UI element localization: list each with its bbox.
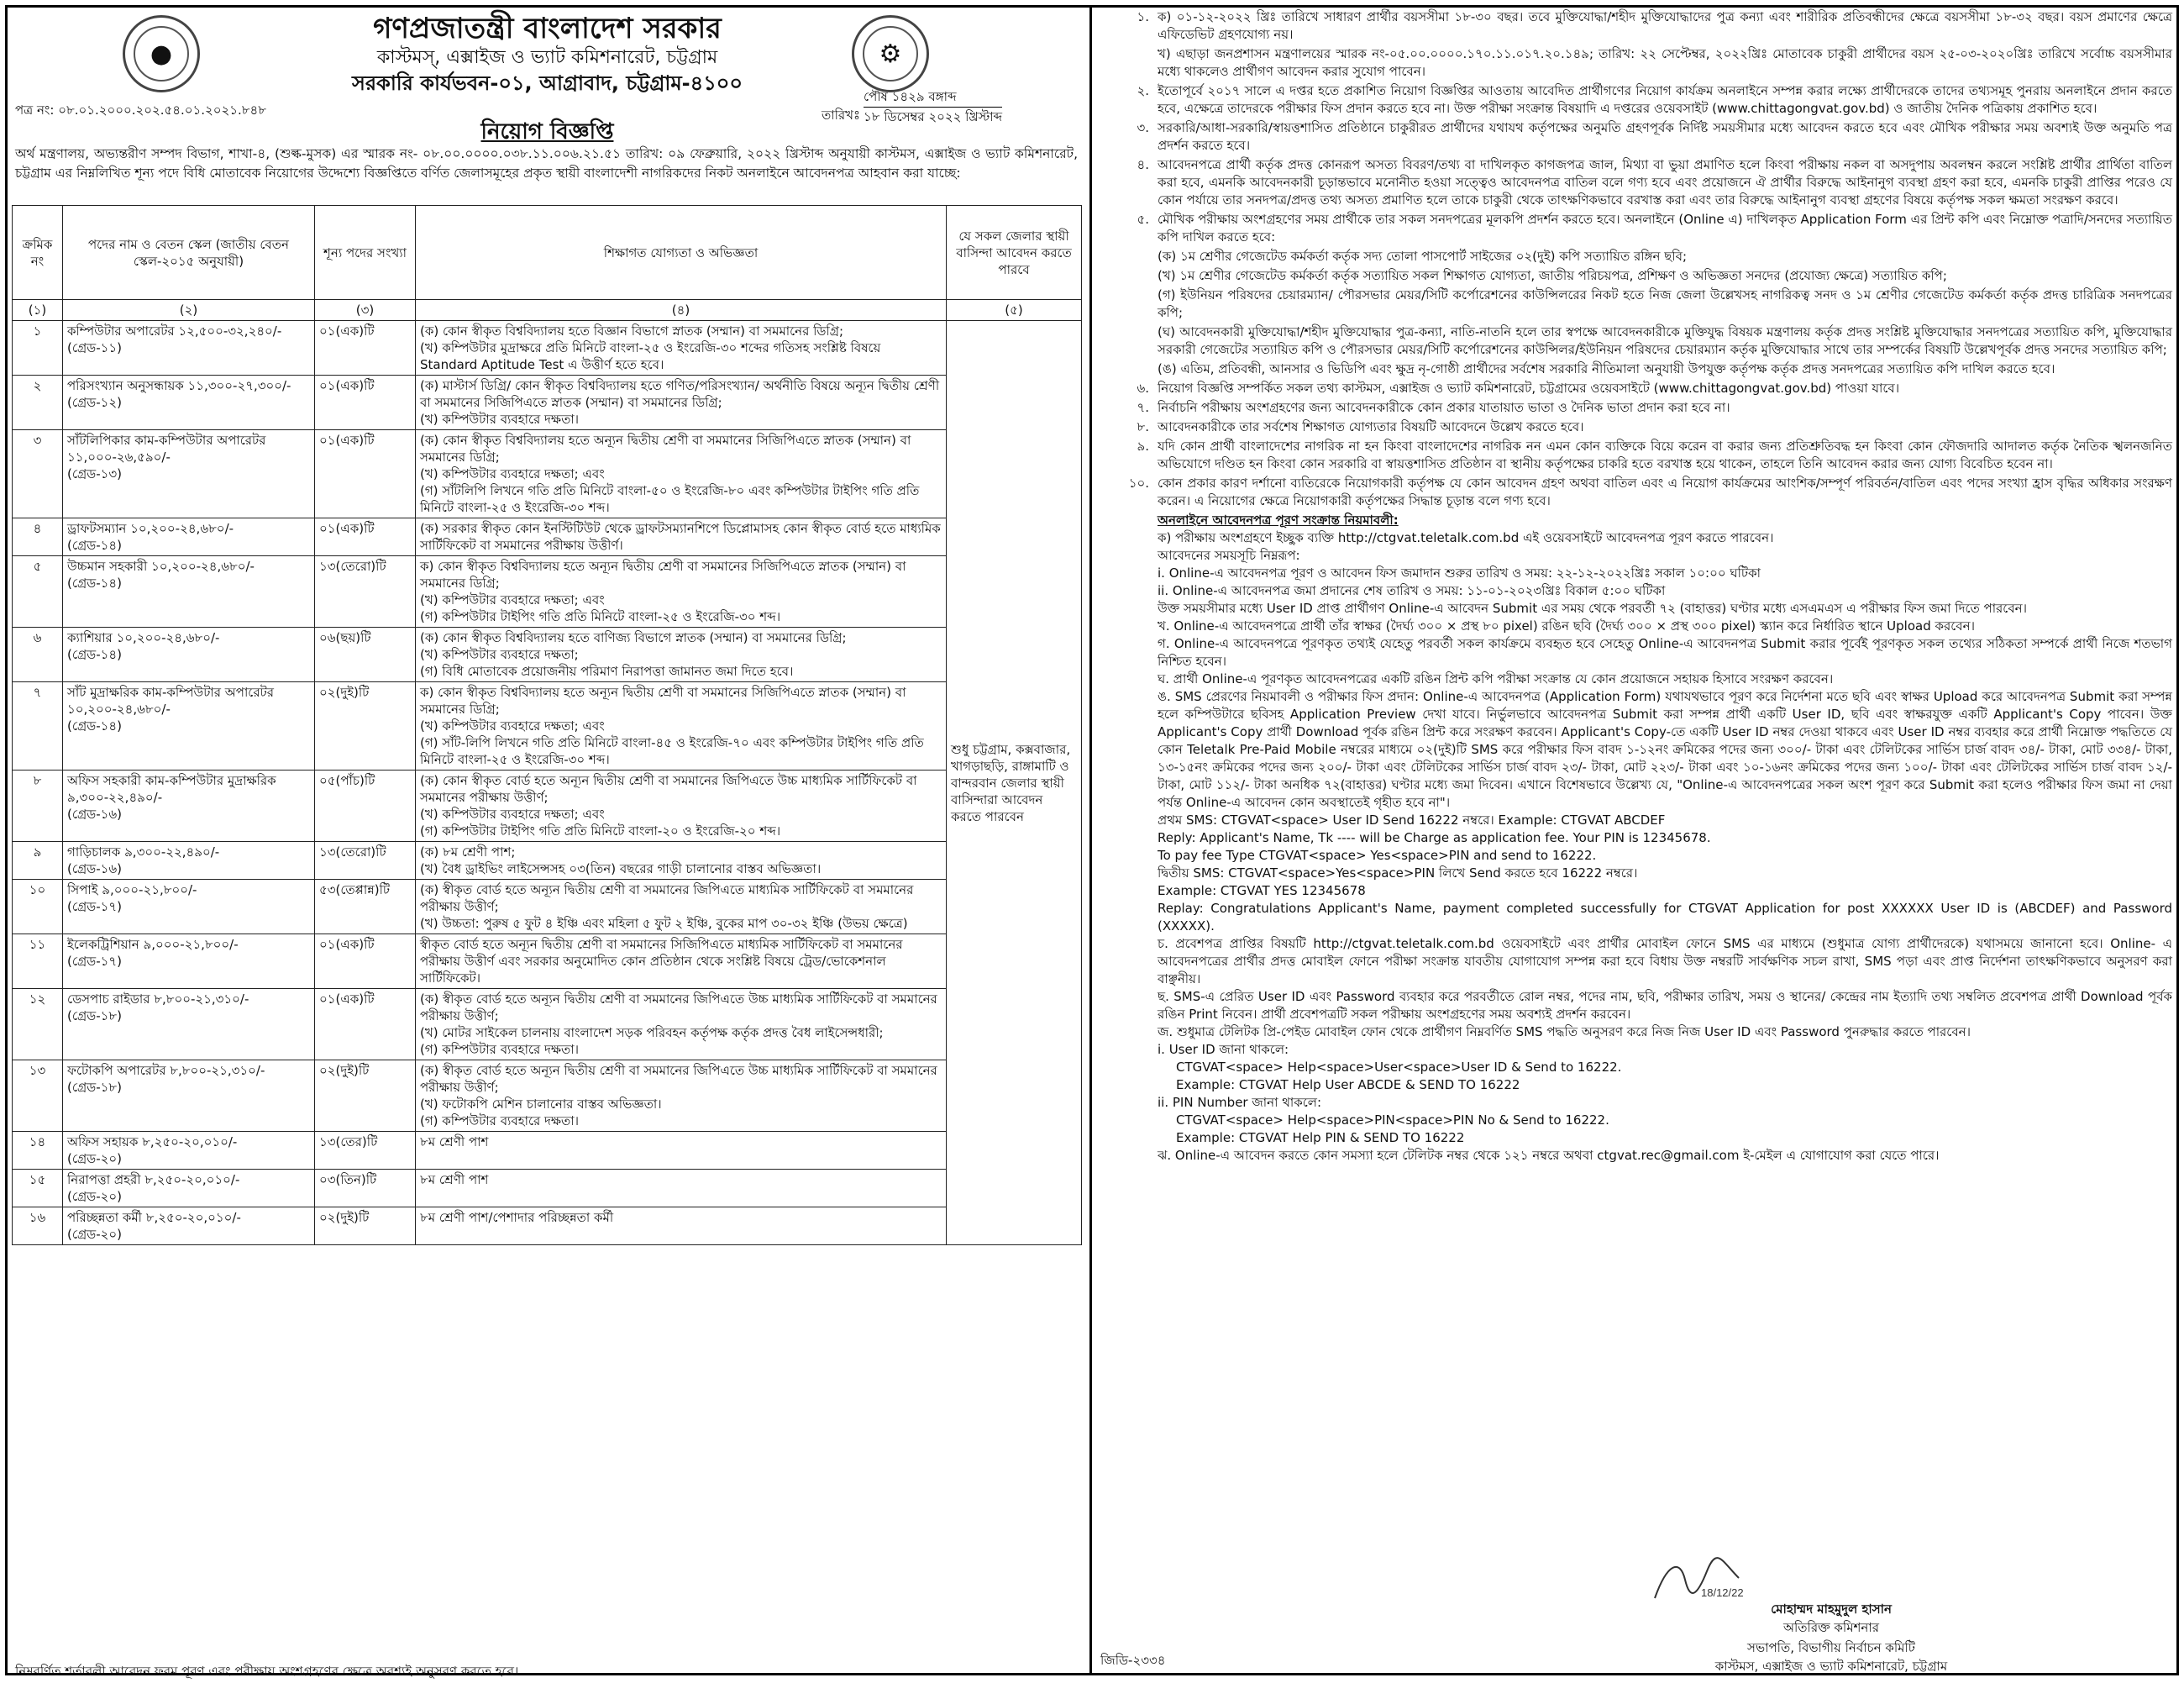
userid-sms: CTGVAT<space> Help<space>User<space>User ID & Send to 16222. — [1176, 1060, 1622, 1075]
row-count: ০১(এক)টি — [315, 934, 416, 989]
userid-title: i. User ID জানা থাকলে: — [1158, 1042, 1289, 1057]
post-title: ফটোকপি অপারেটর ৮,৮০০-২১,৩১০/- — [67, 1063, 265, 1078]
condition-item — [1099, 399, 2172, 417]
condition-number — [1099, 45, 1158, 81]
signatory-office: কাস্টমস, এক্সাইজ ও ভ্যাট কমিশনারেট, চট্টগ্রাম — [1714, 1659, 1948, 1674]
qualification-line: (খ) কম্পিউটার ব্যবহারে দক্ষতা; এবং — [420, 807, 605, 822]
conditions-list — [1099, 8, 2172, 510]
row-qualification — [416, 556, 947, 628]
qualification-line: (ক) মাস্টার্স ডিগ্রি/ কোন স্বীকৃত বিশ্ববিদ্যালয় হতে গণিত/পরিসংখ্যান/ অর্থনীতি বিষয়ে অন্যূন দ্বিতীয় শ্রেণী বা সমমানের সিজিপিএতে স্নাতক (সম্মান) বা সমমানের ডিগ্রি; — [420, 378, 940, 410]
table-row — [13, 934, 1082, 989]
sms-pay: To pay fee Type CTGVAT<space> Yes<space>PIN and send to 16222. — [1158, 848, 1597, 863]
table-row — [13, 376, 1082, 430]
post-title: গাড়িচালক ৯,৩০০-২২,৪৯০/- — [67, 844, 220, 860]
condition-text: সরকারি/আধা-সরকারি/স্বায়ত্তশাসিত প্রতিষ্ঠানে চাকুরীরত প্রার্থীদের যথাযথ কর্তৃপক্ষের অনুমতি গ্রহণপূর্বক নির্দিষ্ট সময়সীমার মধ্যে আবেদন করতে হবে এবং মৌখিক পরীক্ষার সময় অবশ্যই উক্ত অনুমতি পত্র প্রদর্শন করতে হবে। — [1158, 120, 2172, 153]
online-rule-jha: ঝ. Online-এ আবেদন করতে কোন সমস্যা হলে টেলিটক নম্বর থেকে ১২১ নম্বরে অথবা ctgvat.rec@gmail.com ই-মেইল এ যোগাযোগ করা যেতে পারে। — [1158, 1148, 1940, 1163]
post-grade: (গ্রেড-২০) — [67, 1227, 122, 1242]
condition-item — [1099, 287, 2172, 322]
row-qualification — [416, 430, 947, 518]
post-grade: (গ্রেড-১৬) — [67, 807, 122, 822]
condition-item — [1099, 156, 2172, 209]
date-gregorian: ১৮ ডিসেম্বর ২০২২ খ্রিস্টাব্দ — [864, 109, 1003, 124]
qualification-line: (খ) কম্পিউটার ব্যবহারে দক্ষতা; এবং — [420, 592, 605, 607]
qualification-line: ৮ম শ্রেণী পাশ — [420, 1134, 489, 1149]
schedule-title: আবেদনের সময়সূচি নিম্নরূপ: — [1158, 548, 1300, 563]
header-qualification: শিক্ষাগত যোগ্যতা ও অভিজ্ঞতা — [416, 206, 947, 300]
post-title: ডেসপাচ রাইডার ৮,৮০০-২১,৩১০/- — [67, 991, 249, 1007]
condition-text: (ক) ১ম শ্রেণীর গেজেটেড কর্মকর্তা কর্তৃক সদ্য তোলা পাসপোর্ট সাইজের ০২(দুই) কপি সত্যায়িত রঙ্গিন ছবি; — [1158, 249, 1688, 264]
online-rule-gha: ঘ. প্রার্থী Online-এ পূরণকৃত আবেদনপত্রের একটি রঙিন প্রিন্ট কপি পরীক্ষা সংক্রান্ত যে কোন প্রয়োজনে সহায়ক হিসাবে সংরক্ষণ করবেন। — [1158, 671, 1834, 686]
row-qualification — [416, 770, 947, 842]
signatory-committee-block — [1512, 1638, 2150, 1675]
qualification-line: (ক) কোন স্বীকৃত বিশ্ববিদ্যালয় হতে অন্যূন দ্বিতীয় শ্রেণী বা সমমানের সিজিপিএতে স্নাতক (সম্মান) বা সমমানের ডিগ্রি; — [420, 433, 911, 465]
table-row — [13, 1132, 1082, 1170]
condition-item — [1099, 360, 2172, 378]
table-row — [13, 989, 1082, 1060]
row-serial: ১ — [13, 321, 63, 376]
row-serial: ১৪ — [13, 1132, 63, 1170]
government-seal-icon: ● — [123, 15, 200, 92]
qualification-line: (গ) কম্পিউটার টাইপিং গতি প্রতি মিনিটে বাংলা-২৫ ও ইংরেজি-৩০ শব্দ। — [420, 609, 781, 624]
row-count: ০২(দুই)টি — [315, 682, 416, 770]
post-grade: (গ্রেড-১৭) — [67, 954, 122, 969]
row-qualification — [416, 842, 947, 880]
condition-number: ১. — [1137, 9, 1149, 24]
condition-number — [1099, 248, 1158, 266]
row-serial: ১৬ — [13, 1207, 63, 1245]
qualification-line: (খ) বৈধ ড্রাইভিং লাইসেন্সসহ ০৩(তিন) বছরের গাড়ী চালানোর বাস্তব অভিজ্ঞতা। — [420, 861, 822, 876]
condition-number — [1099, 267, 1158, 285]
condition-text: (ঙ) এতিম, প্রতিবন্ধী, আনসার ও ভিডিপি এবং ক্ষুদ্র নৃ-গোষ্ঠী প্রার্থীদের সর্বশেষ সরকারি নীতিমালা অনুযায়ী উপযুক্ত কর্তৃপক্ষ কর্তৃক প্রদত্ত সনদপত্রের সত্যায়িত কপি দাখিল করতে হবে। — [1158, 361, 2055, 376]
qualification-line: (গ) বিধি মোতাবেক প্রয়োজনীয় পরিমাণ নিরাপত্তা জামানত জমা দিতে হবে। — [420, 664, 794, 679]
online-rule-ja: জ. শুধুমাত্র টেলিটক প্রি-পেইড মোবাইল ফোন থেকে প্রার্থীগণ নিম্নবর্ণিত SMS পদ্ধতি অনুসরণ করে নিজ নিজ User ID এবং Password পুনরুদ্ধার করতে পারবেন। — [1158, 1024, 1971, 1039]
qualification-line: (ক) কোন স্বীকৃত বিশ্ববিদ্যালয় হতে বিজ্ঞান বিভাগে স্নাতক (সম্মান) বা সমমানের ডিগ্রি; — [420, 323, 844, 339]
row-qualification — [416, 1132, 947, 1170]
row-serial: ৮ — [13, 770, 63, 842]
row-qualification — [416, 1060, 947, 1132]
sms-example-second: Example: CTGVAT YES 12345678 — [1158, 883, 1366, 898]
col-num: (৫) — [947, 300, 1082, 321]
row-count: ০৫(পাঁচ)টি — [315, 770, 416, 842]
row-qualification — [416, 628, 947, 682]
row-count: ০২(দুই)টি — [315, 1207, 416, 1245]
condition-item — [1099, 8, 2172, 44]
table-row — [13, 430, 1082, 518]
signature-date: 18/12/22 — [1701, 1586, 1744, 1599]
condition-item — [1099, 45, 2172, 81]
row-serial: ১৫ — [13, 1170, 63, 1207]
table-row — [13, 518, 1082, 556]
qualification-line: (ক) স্বীকৃত বোর্ড হতে অন্যূন দ্বিতীয় শ্রেণী বা সমমানের জিপিএতে উচ্চ মাধ্যমিক সার্টিফিকেট বা সমমানের পরীক্ষায় উত্তীর্ণ; — [420, 991, 937, 1023]
qualification-line: (খ) কম্পিউটার ব্যবহারে দক্ষতা; এবং — [420, 466, 605, 481]
condition-text: যদি কোন প্রার্থী বাংলাদেশের নাগরিক না হন কিংবা বাংলাদেশের নাগরিক নন এমন কোন ব্যক্তিকে বিয়ে করেন বা করার জন্য প্রতিশ্রুতিবদ্ধ হন কিংবা কোন ফৌজদারি আদালত কর্তৃক নৈতিক স্খলনজনিত অভিযোগে দণ্ডিত হন কিংবা কোন সরকারি বা স্বায়ত্তশাসিত প্রতিষ্ঠান বা স্থানীয় কর্তৃপক্ষের চাকরি হতে বরখাস্ত হয়ে থাকেন, তাহলে তিনি আবেদন করার জন্য যোগ্য বিবেচিত হবেন না। — [1158, 439, 2172, 471]
condition-text: (গ) ইউনিয়ন পরিষদের চেয়ারম্যান/ পৌরসভার মেয়র/সিটি কর্পোরেশনের কাউন্সিলরের নিকট হতে নিজ জেলা উল্লেখসহ নাগরিকত্ব সনদ ও ১ম শ্রেণীর গেজেটেড কর্মকর্তা কর্তৃক প্রদত্ত চারিত্রিক সনদপত্রের কপি; — [1158, 287, 2172, 320]
col-num: (৪) — [416, 300, 947, 321]
header-post: পদের নাম ও বেতন স্কেল (জাতীয় বেতন স্কেল-২০১৫ অনুযায়ী) — [63, 206, 315, 300]
col-num: (১) — [13, 300, 63, 321]
post-title: ক্যাশিয়ার ১০,২০০-২৪,৬৮০/- — [67, 630, 220, 645]
condition-text: (খ) ১ম শ্রেণীর গেজেটেড কর্মকর্তা কর্তৃক সত্যায়িত সকল শিক্ষাগত যোগ্যতা, জাতীয় পরিচয়পত্র, প্রশিক্ষণ ও অভিজ্ঞতা সনদের (প্রযোজ্য ক্ষেত্রে) সত্যায়িত কপি; — [1158, 268, 1947, 283]
condition-item — [1099, 438, 2172, 473]
post-grade: (গ্রেড-১৩) — [67, 466, 122, 481]
condition-item — [1099, 248, 2172, 266]
signatory-designation: অতিরিক্ত কমিশনার — [1783, 1620, 1879, 1635]
schedule-end: ii. Online-এ আবেদনপত্র জমা প্রদানের শেষ তারিখ ও সময়: ১১-০১-২০২৩খ্রিঃ বিকাল ৫:০০ ঘটিকা — [1158, 583, 1666, 598]
table-row — [13, 1170, 1082, 1207]
condition-item — [1099, 267, 2172, 285]
table-row — [13, 1207, 1082, 1245]
qualification-line: (খ) কম্পিউটার ব্যবহারে দক্ষতা। — [420, 412, 580, 427]
condition-number: ৫. — [1137, 212, 1149, 227]
office-address: সরকারি কার্যভবন-০১, আগ্রাবাদ, চট্টগ্রাম-৪১০০ — [352, 71, 743, 95]
condition-text: ইতোপূর্বে ২০১৭ সালে এ দপ্তর হতে প্রকাশিত নিয়োগ বিজ্ঞপ্তির আওতায় আবেদিত প্রার্থীগণের নিয়োগ কার্যক্রম অনলাইনে সম্পন্ন করার লক্ষ্যে প্রার্থীদেরকে তাদের তথ্যসমূহ পুনরায় অনলাইনে প্রদান করতে হবে, এক্ষেত্রে তাদেরকে পরীক্ষার ফিস প্রদান করতে হবে না। উক্ত পরীক্ষা সংক্রান্ত বিষয়াদি এ দপ্তরের ওয়েবসাইট (www.chittagongvat.gov.bd) ও জাতীয় দৈনিক পত্রিকায় প্রকাশিত হবে। — [1158, 83, 2172, 116]
row-serial: ৯ — [13, 842, 63, 880]
post-title: পরিসংখ্যান অনুসন্ধায়ক ১১,৩০০-২৭,৩০০/- (গ্রেড-১২) — [67, 378, 291, 410]
condition-text: কোন প্রকার কারণ দর্শানো ব্যতিরেকে নিয়োগকারী কর্তৃপক্ষ যে কোন আবেদন গ্রহণ অথবা বাতিল এবং এ নিয়োগ কার্যক্রমের আংশিক/সম্পূর্ণ পরিবর্তন/বাতিল এবং পদের সংখ্যা হ্রাস বৃদ্ধির অধিকার সংরক্ষণ করেন। এ নিয়োগের ক্ষেত্রে নিয়োগকারী কর্তৃপক্ষের সিদ্ধান্ত চূড়ান্ত বলে গণ্য হবে। — [1158, 476, 2172, 508]
col-num: (৩) — [315, 300, 416, 321]
post-title: কম্পিউটার অপারেটর ১২,৫০০-৩২,২৪০/- — [67, 323, 282, 339]
condition-item — [1099, 119, 2172, 155]
sms-second: দ্বিতীয় SMS: CTGVAT<space>Yes<space>PIN লিখে Send করতে হবে 16222 নম্বরে। — [1158, 865, 1638, 881]
pin-example: Example: CTGVAT Help PIN & SEND TO 16222 — [1176, 1130, 1465, 1145]
condition-number: ৮. — [1137, 419, 1149, 434]
condition-number: ২. — [1137, 83, 1149, 98]
online-rule-chha: ছ. SMS-এ প্রেরিত User ID এবং Password ব্যবহার করে পরবর্তীতে রোল নম্বর, পদের নাম, ছবি, পরীক্ষার তারিখ, সময় ও স্থানের/ কেন্দ্রের নাম ইত্যাদি তথ্য সম্বলিত প্রবেশপত্র প্রার্থী Download পূর্বক রঙিন Print নিবেন। প্রার্থী প্রবেশপত্রটি সকল পরীক্ষায় অংশগ্রহণের সময় অবশ্যই প্রদর্শন করবেন। — [1158, 989, 2172, 1022]
post-title: অফিস সহকারী কাম-কম্পিউটার মুদ্রাক্ষরিক ৯,৩০০-২২,৪৯০/- — [67, 773, 276, 805]
row-qualification — [416, 518, 947, 556]
qualification-line: ক) কোন স্বীকৃত বিশ্ববিদ্যালয় হতে অন্যূন দ্বিতীয় শ্রেণী বা সমমানের সিজিপিএতে স্নাতক (সম্মান) বা সমমানের ডিগ্রি; — [420, 685, 906, 717]
online-rule-kha: খ. Online-এ আবেদনপত্রে প্রার্থী তাঁর স্বাক্ষর (দৈর্ঘ্য ৩০০ × প্রস্থ ৮০ pixel) রঙিন ছবি (দৈর্ঘ্য ৩০০ × প্রস্থ ৩০০ pixel) স্ক্যান করে নির্ধারিত স্থানে Upload করবেন। — [1158, 618, 1975, 634]
userid-example: Example: CTGVAT Help User ABCDE & SEND TO 16222 — [1176, 1077, 1520, 1092]
condition-item — [1099, 475, 2172, 510]
condition-text: নির্বাচনি পরীক্ষায় অংশগ্রহণের জন্য আবেদনকারীকে কোন প্রকার যাতায়াত ভাতা ও দৈনিক ভাতা প্রদান করা হবে না। — [1158, 400, 1730, 415]
condition-item — [1099, 211, 2172, 246]
qualification-line: (খ) কম্পিউটার ব্যবহারে দক্ষতা; এবং — [420, 718, 605, 734]
post-grade: (গ্রেড-১৮) — [67, 1008, 122, 1023]
table-row — [13, 682, 1082, 770]
date-label: তারিখঃ — [822, 108, 860, 123]
row-post — [63, 518, 315, 556]
row-post — [63, 880, 315, 934]
qualification-line: (খ) ফটোকপি মেশিন চালানোর বাস্তব অভিজ্ঞতা। — [420, 1097, 662, 1112]
row-post — [63, 1170, 315, 1207]
condition-number: ৭. — [1137, 400, 1149, 415]
col-num: (২) — [63, 300, 315, 321]
condition-number — [1099, 287, 1158, 322]
qualification-line: ৮ম শ্রেণী পাশ/পেশাদার পরিচ্ছন্নতা কর্মী — [420, 1210, 614, 1225]
notice-title: নিয়োগ বিজ্ঞপ্তি — [480, 119, 614, 145]
row-qualification — [416, 321, 947, 376]
row-post — [63, 628, 315, 682]
row-qualification — [416, 1170, 947, 1207]
left-column — [12, 10, 1083, 1679]
row-serial: ৩ — [13, 430, 63, 518]
row-post — [63, 1060, 315, 1132]
qualification-line: (গ) কম্পিউটার ব্যবহারে দক্ষতা। — [420, 1113, 580, 1128]
row-serial: ৭ — [13, 682, 63, 770]
row-serial: ৫ — [13, 556, 63, 628]
row-post — [63, 934, 315, 989]
post-title: পরিচ্ছন্নতা কর্মী ৮,২৫০-২০,০১০/- — [67, 1210, 241, 1225]
row-count: ০১(এক)টি — [315, 989, 416, 1060]
table-header-row — [13, 206, 1082, 300]
condition-number: ১০. — [1128, 476, 1149, 491]
qualification-line: (ক) কোন স্বীকৃত বোর্ড হতে অন্যূন দ্বিতীয় শ্রেণী বা সমমানের জিপিএতে উচ্চ মাধ্যমিক সার্টিফিকেট বা সমমানের পরীক্ষায় উত্তীর্ণ; — [420, 773, 917, 805]
column-divider — [1089, 5, 1092, 1675]
post-title: অফিস সহায়ক ৮,২৫০-২০,০১০/- — [67, 1134, 238, 1149]
customs-seal-icon: ⚙ — [852, 15, 929, 92]
row-count: ০১(এক)টি — [315, 376, 416, 430]
post-grade: (গ্রেড-১৬) — [67, 861, 122, 876]
row-serial: ১০ — [13, 880, 63, 934]
qualification-line: (ক) সরকার স্বীকৃত কোন ইনস্টিটিউট থেকে ড্রাফটসম্যানশিপে ডিপ্লোমাসহ কোন স্বীকৃত বোর্ড হতে মাধ্যমিক সার্টিফিকেট বা সমমানের পরীক্ষায় উত্তীর্ণ। — [420, 521, 941, 553]
row-qualification — [416, 989, 947, 1060]
condition-item — [1099, 323, 2172, 359]
vacancy-table — [12, 205, 1082, 1245]
table-row — [13, 842, 1082, 880]
date-bangla: পৌষ ১৪২৯ বঙ্গাব্দ — [864, 87, 1002, 108]
pin-title: ii. PIN Number জানা থাকলে: — [1158, 1095, 1322, 1110]
row-serial: ৪ — [13, 518, 63, 556]
qualification-line: (খ) কম্পিউটার মুদ্রাক্ষরে প্রতি মিনিটে বাংলা-২৫ ও ইংরেজি-৩০ শব্দের গতিসহ সংশ্লিষ্ট বিষয়ে Standard Aptitude Test এ উত্তীর্ণ হতে হবে। — [420, 340, 881, 372]
row-count: ১৩(তের)টি — [315, 1132, 416, 1170]
post-grade: (গ্রেড-১৮) — [67, 1080, 122, 1095]
schedule-note: উক্ত সময়সীমার মধ্যে User ID প্রাপ্ত প্রার্থীগণ Online-এ আবেদন Submit এর সময় থেকে পরবর্তী ৭২ (বাহাত্তর) ঘণ্টার মধ্যে এসএমএস এ পরীক্ষার ফিস জমা দিতে পারবেন। — [1158, 601, 2028, 616]
table-row — [13, 321, 1082, 376]
qualification-line: (খ) মোটর সাইকেল চালনায় বাংলাদেশ সড়ক পরিবহন কর্তৃপক্ষ কর্তৃক প্রদত্ত বৈধ লাইসেন্সধারী; — [420, 1025, 884, 1040]
row-post — [63, 682, 315, 770]
condition-text: খ) এছাড়া জনপ্রশাসন মন্ত্রণালয়ের স্মারক নং-০৫.০০.০০০০.১৭০.১১.০১৭.২০.১৪৯; তারিখ: ২২ সেপ্টেম্বর, ২০২২খ্রিঃ মোতাবেক চাকুরী প্রার্থীদের বয়স ২৫-০৩-২০২০খ্রিঃ তারিখে সর্বোচ্চ বয়সসীমার মধ্যে থাকলেও প্রার্থীগণ আবেদন করার সুযোগ পাবেন। — [1158, 46, 2172, 79]
condition-item — [1099, 380, 2172, 397]
condition-text: আবেদনপত্রে প্রার্থী কর্তৃক প্রদত্ত কোনরূপ অসত্য বিবরণ/তথ্য বা দাখিলকৃত কাগজপত্র জাল, মিথ্যা বা ভুয়া প্রমাণিত হলে কিংবা পরীক্ষায় নকল বা অসদুপায় অবলম্বন করলে সংশ্লিষ্ট প্রার্থীর প্রার্থিতা বাতিল করা হবে, এমনকি আবেদনকারী চূড়ান্তভাবে মনোনীত হওয়া সত্ত্বেও আবেদনপত্র বাতিল বলে গণ্য হবে এবং প্রয়োজনে ঐ প্রার্থীর বিরুদ্ধে আইনানুগ ব্যবস্থা গ্রহণ করা হবে, এমনকি চাকুরী প্রাপ্তির পরেও যে কোন পর্যায়ে তার সনদপত্র/প্রদত্ত তথ্য অসত্য প্রমাণিত হলে তাকে চাকুরী থেকে তাৎক্ষণিকভাবে বরখাস্ত করা এবং তার বিরুদ্ধে আইনানুগ ব্যবস্থা গ্রহণের বিষয়ে কর্তৃপক্ষ সকল ক্ষমতা সংরক্ষণ করবে। — [1158, 157, 2172, 208]
vacancy-rows — [13, 321, 1082, 1245]
row-post — [63, 430, 315, 518]
header-district: যে সকল জেলার স্থায়ী বাসিন্দা আবেদন করতে পারবে — [947, 206, 1082, 300]
post-title: সাঁট মুদ্রাক্ষরিক কাম-কম্পিউটার অপারেটর ১০,২০০-২৪,৬৮০/- — [67, 685, 275, 717]
post-title: ড্রাফটসম্যান ১০,২০০-২৪,৬৮০/- — [67, 521, 234, 536]
eligible-districts: শুধু চট্টগ্রাম, কক্সবাজার, খাগড়াছড়ি, রাঙ্গামাটি ও বান্দরবান জেলার স্থায়ী বাসিন্দারা আবেদন করতে পারবেন — [947, 321, 1082, 1245]
qualification-line: (ক) কোন স্বীকৃত বিশ্ববিদ্যালয় হতে বাণিজ্য বিভাগে স্নাতক (সম্মান) বা সমমানের ডিগ্রি; — [420, 630, 847, 645]
qualification-line: (গ) সাঁটলিপি লিখনে গতি প্রতি মিনিটে বাংলা-৫০ ও ইংরেজি-৮০ এবং কম্পিউটার টাইপিং গতি প্রতি মিনিটে বাংলা-২৫ ও ইংরেজি-৩০ শব্দ। — [420, 483, 920, 515]
condition-number: ৬. — [1137, 381, 1149, 396]
condition-number: ৩. — [1137, 120, 1149, 135]
qualification-line: (খ) উচ্চতা: পুরুষ ৫ ফুট ৪ ইঞ্চি এবং মহিলা ৫ ফুট ২ ইঞ্চি, বুকের মাপ ৩০-৩২ ইঞ্চি (উভয় ক্ষেত্রে) — [420, 916, 908, 931]
right-column — [1099, 8, 2172, 1672]
qualification-line: (গ) সাঁট-লিপি লিখনে গতি প্রতি মিনিটে বাংলা-৪৫ ও ইংরেজি-৭০ এবং কম্পিউটার টাইপিং গতি প্রতি মিনিটে বাংলা-২৫ ও ইংরেজি-৩০ শব্দ। — [420, 735, 924, 767]
pin-sms: CTGVAT<space> Help<space>PIN<space>PIN No & Send to 16222. — [1176, 1112, 1609, 1128]
online-title: অনলাইনে আবেদনপত্র পূরণ সংক্রান্ত নিয়মাবলী: — [1158, 513, 1399, 528]
row-post — [63, 842, 315, 880]
row-post — [63, 376, 315, 430]
government-title: গণপ্রজাতন্ত্রী বাংলাদেশ সরকার — [373, 12, 722, 45]
row-post — [63, 321, 315, 376]
signatory-committee: সভাপতি, বিভাগীয় নির্বাচন কমিটি — [1747, 1640, 1915, 1655]
row-count: ১৩(তেরো)টি — [315, 842, 416, 880]
row-count: ০১(এক)টি — [315, 430, 416, 518]
table-row — [13, 1060, 1082, 1132]
row-post — [63, 556, 315, 628]
row-count: ০১(এক)টি — [315, 518, 416, 556]
post-grade: (গ্রেড-১১) — [67, 340, 122, 355]
qualification-line: (ক) স্বীকৃত বোর্ড হতে অন্যূন দ্বিতীয় শ্রেণী বা সমমানের জিপিএতে মাধ্যমিক সার্টিফিকেট বা সমমানের পরীক্ষায় উত্তীর্ণ; — [420, 882, 914, 914]
row-count: ৫৩(তেপ্পান্ন)টি — [315, 880, 416, 934]
online-rule-uma: ঙ. SMS প্রেরণের নিয়মাবলী ও পরীক্ষার ফিস প্রদান: Online-এ আবেদনপত্র (Application Form) যথাযথভাবে পূরণ করে নির্দেশনা মতে ছবি এবং স্বাক্ষর Upload করে আবেদনপত্র Submit করা সম্পন্ন হলে কম্পিউটারে ছবিসহ Application Preview দেখা যাবে। নির্ভুলভাবে আবেদনপত্র Submit করা সম্পন্ন প্রার্থী একটি User ID, ছবি এবং স্বাক্ষরযুক্ত একটি Applicant's Copy পাবেন। উক্ত Applicant's Copy প্রার্থী Download পূর্বক রঙিন প্রিন্ট করে সংরক্ষণ করবেন। Applicant's Copy-তে একটি User ID নম্বর দেওয়া থাকবে এবং User ID নম্বর ব্যবহার করে প্রার্থী নিম্নোক্ত পদ্ধতিতে যে কোন Teletalk Pre-Paid Mobile নম্বরের মাধ্যমে ০২(দুই)টি SMS করে পরীক্ষার ফিস বাবদ ১-১২নং ক্রমিকের পদের জন্য ৩০০/- টাকা এবং টেলিটকের সার্ভিস চার্জ বাবদ ৩৪/- টাকা, মোট ৩৩৪/- টাকা, ১৩-১৫নং ক্রমিকের পদের জন্য ২০০/- টাকা এবং টেলিটকের সার্ভিস চার্জ বাবদ ২৩/- টাকা, মোট ২২৩/- টাকা এবং ১০-১৬নং ক্রমিকের পদের জন্য ১০০/- টাকা এবং টেলিটকের সার্ভিস চার্জ বাবদ ১২/- টাকা, মোট ১১২/- টাকা অনধিক ৭২(বাহাত্তর) ঘণ্টার মধ্যে জমা দিবেন। এখানে বিশেষভাবে উল্লেখ্য যে, "Online-এ আবেদনপত্রের সকল অংশ পূরণ করে Submit করা হলেও পরীক্ষার ফিস জমা না দেয়া পর্যন্ত Online-এ আবেদন কোন অবস্থাতেই গৃহীত হবে না"। — [1158, 689, 2172, 810]
row-post — [63, 770, 315, 842]
post-title: সাঁটলিপিকার কাম-কম্পিউটার অপারেটর ১১,০০০-২৬,৫৯০/- — [67, 433, 266, 465]
office-name: কাস্টমস্, এক্সাইজ ও ভ্যাট কমিশনারেট, চট্টগ্রাম — [376, 47, 718, 68]
post-grade: (গ্রেড-২০) — [67, 1189, 122, 1204]
row-qualification — [416, 934, 947, 989]
qualification-line: (ক) স্বীকৃত বোর্ড হতে অন্যূন দ্বিতীয় শ্রেণী বা সমমানের জিপিএতে উচ্চ মাধ্যমিক সার্টিফিকেট বা সমমানের পরীক্ষায় উত্তীর্ণ; — [420, 1063, 937, 1095]
online-rule-cha: চ. প্রবেশপত্র প্রাপ্তির বিষয়টি http://ctgvat.teletalk.com.bd ওয়েবসাইটে এবং প্রার্থীর মোবাইল ফোনে SMS এর মাধ্যমে (শুধুমাত্র যোগ্য প্রার্থীদেরকে) যথাসময়ে জানানো হবে। Online- এ আবেদনপত্রের প্রার্থীর প্রদত্ত মোবাইল ফোনে পরীক্ষা সংক্রান্ত যাবতীয় যোগাযোগ সম্পন্ন করা হবে বিধায় উক্ত নম্বরটি সার্বক্ষণিক সচল রাখা, SMS পড়া এবং প্রাপ্ত নির্দেশনা তাৎক্ষণিকভাবে অনুসরণ করা বাঞ্ছনীয়। — [1158, 936, 2172, 986]
row-count: ০৬(ছয়)টি — [315, 628, 416, 682]
condition-text: আবেদনকারীকে তার সর্বশেষ শিক্ষাগত যোগ্যতার বিষয়টি আবেদনে উল্লেখ করতে হবে। — [1158, 419, 1584, 434]
qualification-line: (গ) কম্পিউটার ব্যবহারে দক্ষতা। — [420, 1042, 580, 1057]
qualification-line: (খ) কম্পিউটার ব্যবহারে দক্ষতা; — [420, 647, 579, 662]
post-grade: (গ্রেড-১৭) — [67, 899, 122, 914]
row-serial: ১১ — [13, 934, 63, 989]
table-row — [13, 880, 1082, 934]
row-serial: ৬ — [13, 628, 63, 682]
sms-reply-first: Reply: Applicant's Name, Tk ---- will be Charge as application fee. Your PIN is 12345678. — [1158, 830, 1711, 845]
signatory-name — [1512, 1600, 2150, 1637]
conditions-footnote: নিম্নবর্ণিত শর্তাবলী আবেদন ফরম পূরণ এবং পরীক্ষায় অংশগ্রহণের ক্ষেত্রে অবশ্যই অনুসরণ করতে হবে। — [15, 1664, 519, 1679]
table-row — [13, 770, 1082, 842]
memo-number: পত্র নং: ০৮.০১.২০০০.২০২.৫৪.০১.২০২১.৮৪৮ — [15, 103, 266, 118]
row-post — [63, 1132, 315, 1170]
row-post — [63, 1207, 315, 1245]
row-qualification — [416, 880, 947, 934]
condition-item — [1099, 418, 2172, 436]
post-grade: (গ্রেড-১৪) — [67, 647, 122, 662]
table-row — [13, 628, 1082, 682]
gd-number: জিডি-২৩৩৪ — [1100, 1653, 1166, 1668]
condition-text: মৌখিক পরীক্ষায় অংশগ্রহণের সময় প্রার্থীকে তার সকল সনদপত্রের মূলকপি প্রদর্শন করতে হবে। অনলাইনে (Online এ) দাখিলকৃত Application Form এর প্রিন্ট কপি এবং নিম্নোক্ত পত্রাদি/সনদের সত্যায়িত কপি দাখিল করতে হবে: — [1158, 212, 2172, 245]
condition-number: ৯. — [1137, 439, 1149, 454]
qualification-line: স্বীকৃত বোর্ড হতে অন্যূন দ্বিতীয় শ্রেণী বা সমমানের সিজিপিএতে মাধ্যমিক সার্টিফিকেট বা সমমানের পরীক্ষায় উত্তীর্ণ এবং সরকার অনুমোদিত কোন প্রতিষ্ঠান থেকে সংশ্লিষ্ট বিষয়ে ট্রেড/ভোকেশনাল সার্টিফিকেট। — [420, 937, 903, 986]
row-serial: ১৩ — [13, 1060, 63, 1132]
row-count: ০৩(তিন)টি — [315, 1170, 416, 1207]
qualification-line: ৮ম শ্রেণী পাশ — [420, 1172, 489, 1187]
condition-number — [1099, 323, 1158, 359]
post-title: নিরাপত্তা প্রহরী ৮,২৫০-২০,০১০/- — [67, 1172, 240, 1187]
signatory-name-text: মোহাম্মদ মাহমুদুল হাসান — [1771, 1601, 1892, 1617]
condition-number: ৪. — [1137, 157, 1149, 172]
schedule-start: i. Online-এ আবেদনপত্র পূরণ ও আবেদন ফিস জমাদান শুরুর তারিখ ও সময়: ২২-১২-২০২২খ্রিঃ সকাল ১০:০০ ঘটিকা — [1158, 565, 1761, 581]
online-section — [1099, 512, 2172, 1165]
sms-first: প্রথম SMS: CTGVAT<space> User ID Send 16222 নম্বরে। Example: CTGVAT ABCDEF — [1158, 813, 1666, 828]
signature-scrawl-icon — [1487, 1554, 1764, 1605]
header-count: শূন্য পদের সংখ্যা — [315, 206, 416, 300]
row-qualification — [416, 682, 947, 770]
post-grade: (গ্রেড-১৪) — [67, 576, 122, 591]
condition-number — [1099, 360, 1158, 378]
post-grade: (গ্রেড-১৪) — [67, 538, 122, 553]
row-count: ১৩(তেরো)টি — [315, 556, 416, 628]
online-rule-k: ক) পরীক্ষায় অংশগ্রহণে ইচ্ছুক ব্যক্তি http://ctgvat.teletalk.com.bd এই ওয়েবসাইটে আবেদনপত্র পূরণ করতে পারবেন। — [1158, 530, 1774, 545]
row-count: ০১(এক)টি — [315, 321, 416, 376]
condition-text: ক) ০১-১২-২০২২ খ্রিঃ তারিখে সাধারণ প্রার্থীর বয়সসীমা ১৮-৩০ বছর। তবে মুক্তিযোদ্ধা/শহীদ মুক্তিযোদ্ধাদের পুত্র কন্যা এবং শারীরিক প্রতিবন্ধীদের ক্ষেত্রে বয়সসীমা ১৮-৩২ বছর। বয়স প্রমাণের ক্ষেত্রে এফিডেভিট গ্রহণযোগ্য নয়। — [1158, 9, 2172, 42]
column-number-row — [13, 300, 1082, 321]
post-title: ইলেকট্রিশিয়ান ৯,০০০-২১,৮০০/- — [67, 937, 239, 952]
qualification-line: (গ) কম্পিউটার টাইপিং গতি প্রতি মিনিটে বাংলা-২০ ও ইংরেজি-২০ শব্দ। — [420, 823, 781, 839]
row-serial: ২ — [13, 376, 63, 430]
condition-text: নিয়োগ বিজ্ঞপ্তি সম্পর্কিত সকল তথ্য কাস্টমস, এক্সাইজ ও ভ্যাট কমিশনারেট, চট্টগ্রামের ওয়েবসাইটে (www.chittagongvat.gov.bd) পাওয়া যাবে। — [1158, 381, 1900, 396]
sms-reply-second: Replay: Congratulations Applicant's Name, payment completed successfully for CTGVAT Application for post XXXXXX User ID is (ABCDEF) and Password (XXXXX). — [1158, 901, 2172, 934]
condition-item — [1099, 82, 2172, 118]
header-sl: ক্রমিক নং — [13, 206, 63, 300]
table-row — [13, 556, 1082, 628]
post-title: সিপাই ৯,০০০-২১,৮০০/- — [67, 882, 197, 897]
qualification-line: (ক) ৮ম শ্রেণী পাশ; — [420, 844, 516, 860]
row-qualification — [416, 1207, 947, 1245]
row-post — [63, 989, 315, 1060]
condition-text: (ঘ) আবেদনকারী মুক্তিযোদ্ধা/শহীদ মুক্তিযোদ্ধার পুত্র-কন্যা, নাতি-নাতনি হলে তার স্বপক্ষে আবেদনকারীকে মুক্তিযুদ্ধ বিষয়ক মন্ত্রণালয় কর্তৃক প্রদত্ত সংশ্লিষ্ট মুক্তিযোদ্ধার সনদপত্রের সত্যায়িত কপি, মুক্তিযোদ্ধার সরকারী গেজেটের সত্যায়িত কপি ও পৌরসভার মেয়র/সিটি কর্পোরেশনের কাউন্সিলর/ইউনিয়ন পরিষদের চেয়ারম্যান কর্তৃক মুক্তিযোদ্ধার সাথে তার সম্পর্কের বিষয়টি উল্লেখপূর্বক প্রদত্ত সনদের সত্যায়িত কপি; — [1158, 324, 2172, 357]
post-grade: (গ্রেড-১৪) — [67, 718, 122, 734]
row-qualification — [416, 376, 947, 430]
post-title: উচ্চমান সহকারী ১০,২০০-২৪,৬৮০/- — [67, 559, 255, 574]
post-grade: (গ্রেড-২০) — [67, 1151, 122, 1166]
row-serial: ১২ — [13, 989, 63, 1060]
intro-paragraph: অর্থ মন্ত্রণালয়, অভ্যন্তরীণ সম্পদ বিভাগ, শাখা-৪, (শুল্ক-মুসক) এর স্মারক নং- ০৮.০০.০০০০.০৩৮.১১.০০৬.২১.৫১ তারিখ: ০৯ ফেব্রুয়ারি, ২০২২ খ্রিস্টাব্দ অনুযায়ী কাস্টমস, এক্সাইজ ও ভ্যাট কমিশনারেট, চট্টগ্রাম এর নিম্নলিখিত শূন্য পদে বিধি মোতাবেক নিয়োগের উদ্দেশ্যে বিজ্ঞপ্তিতে বর্ণিত জেলাসমূহের প্রকৃত স্থায়ী বাংলাদেশী নাগরিকদের নিকট অনলাইনে আবেদনপত্র আহবান করা যাচ্ছে: — [15, 146, 1078, 181]
qualification-line: ক) কোন স্বীকৃত বিশ্ববিদ্যালয় হতে অন্যূন দ্বিতীয় শ্রেণী বা সমমানের সিজিপিএতে স্নাতক (সম্মান) বা সমমানের ডিগ্রি; — [420, 559, 906, 591]
row-count: ০২(দুই)টি — [315, 1060, 416, 1132]
online-rule-ga: গ. Online-এ আবেদনপত্রে পূরণকৃত তথ্যই যেহেতু পরবর্তী সকল কার্যক্রমে ব্যবহৃত হবে সেহেতু Online-এ আবেদনপত্র Submit করার পূর্বেই পূরণকৃত সকল তথ্যের সঠিকতা সম্পর্কে প্রার্থী নিজে শতভাগ নিশ্চিত হবেন। — [1158, 636, 2172, 669]
